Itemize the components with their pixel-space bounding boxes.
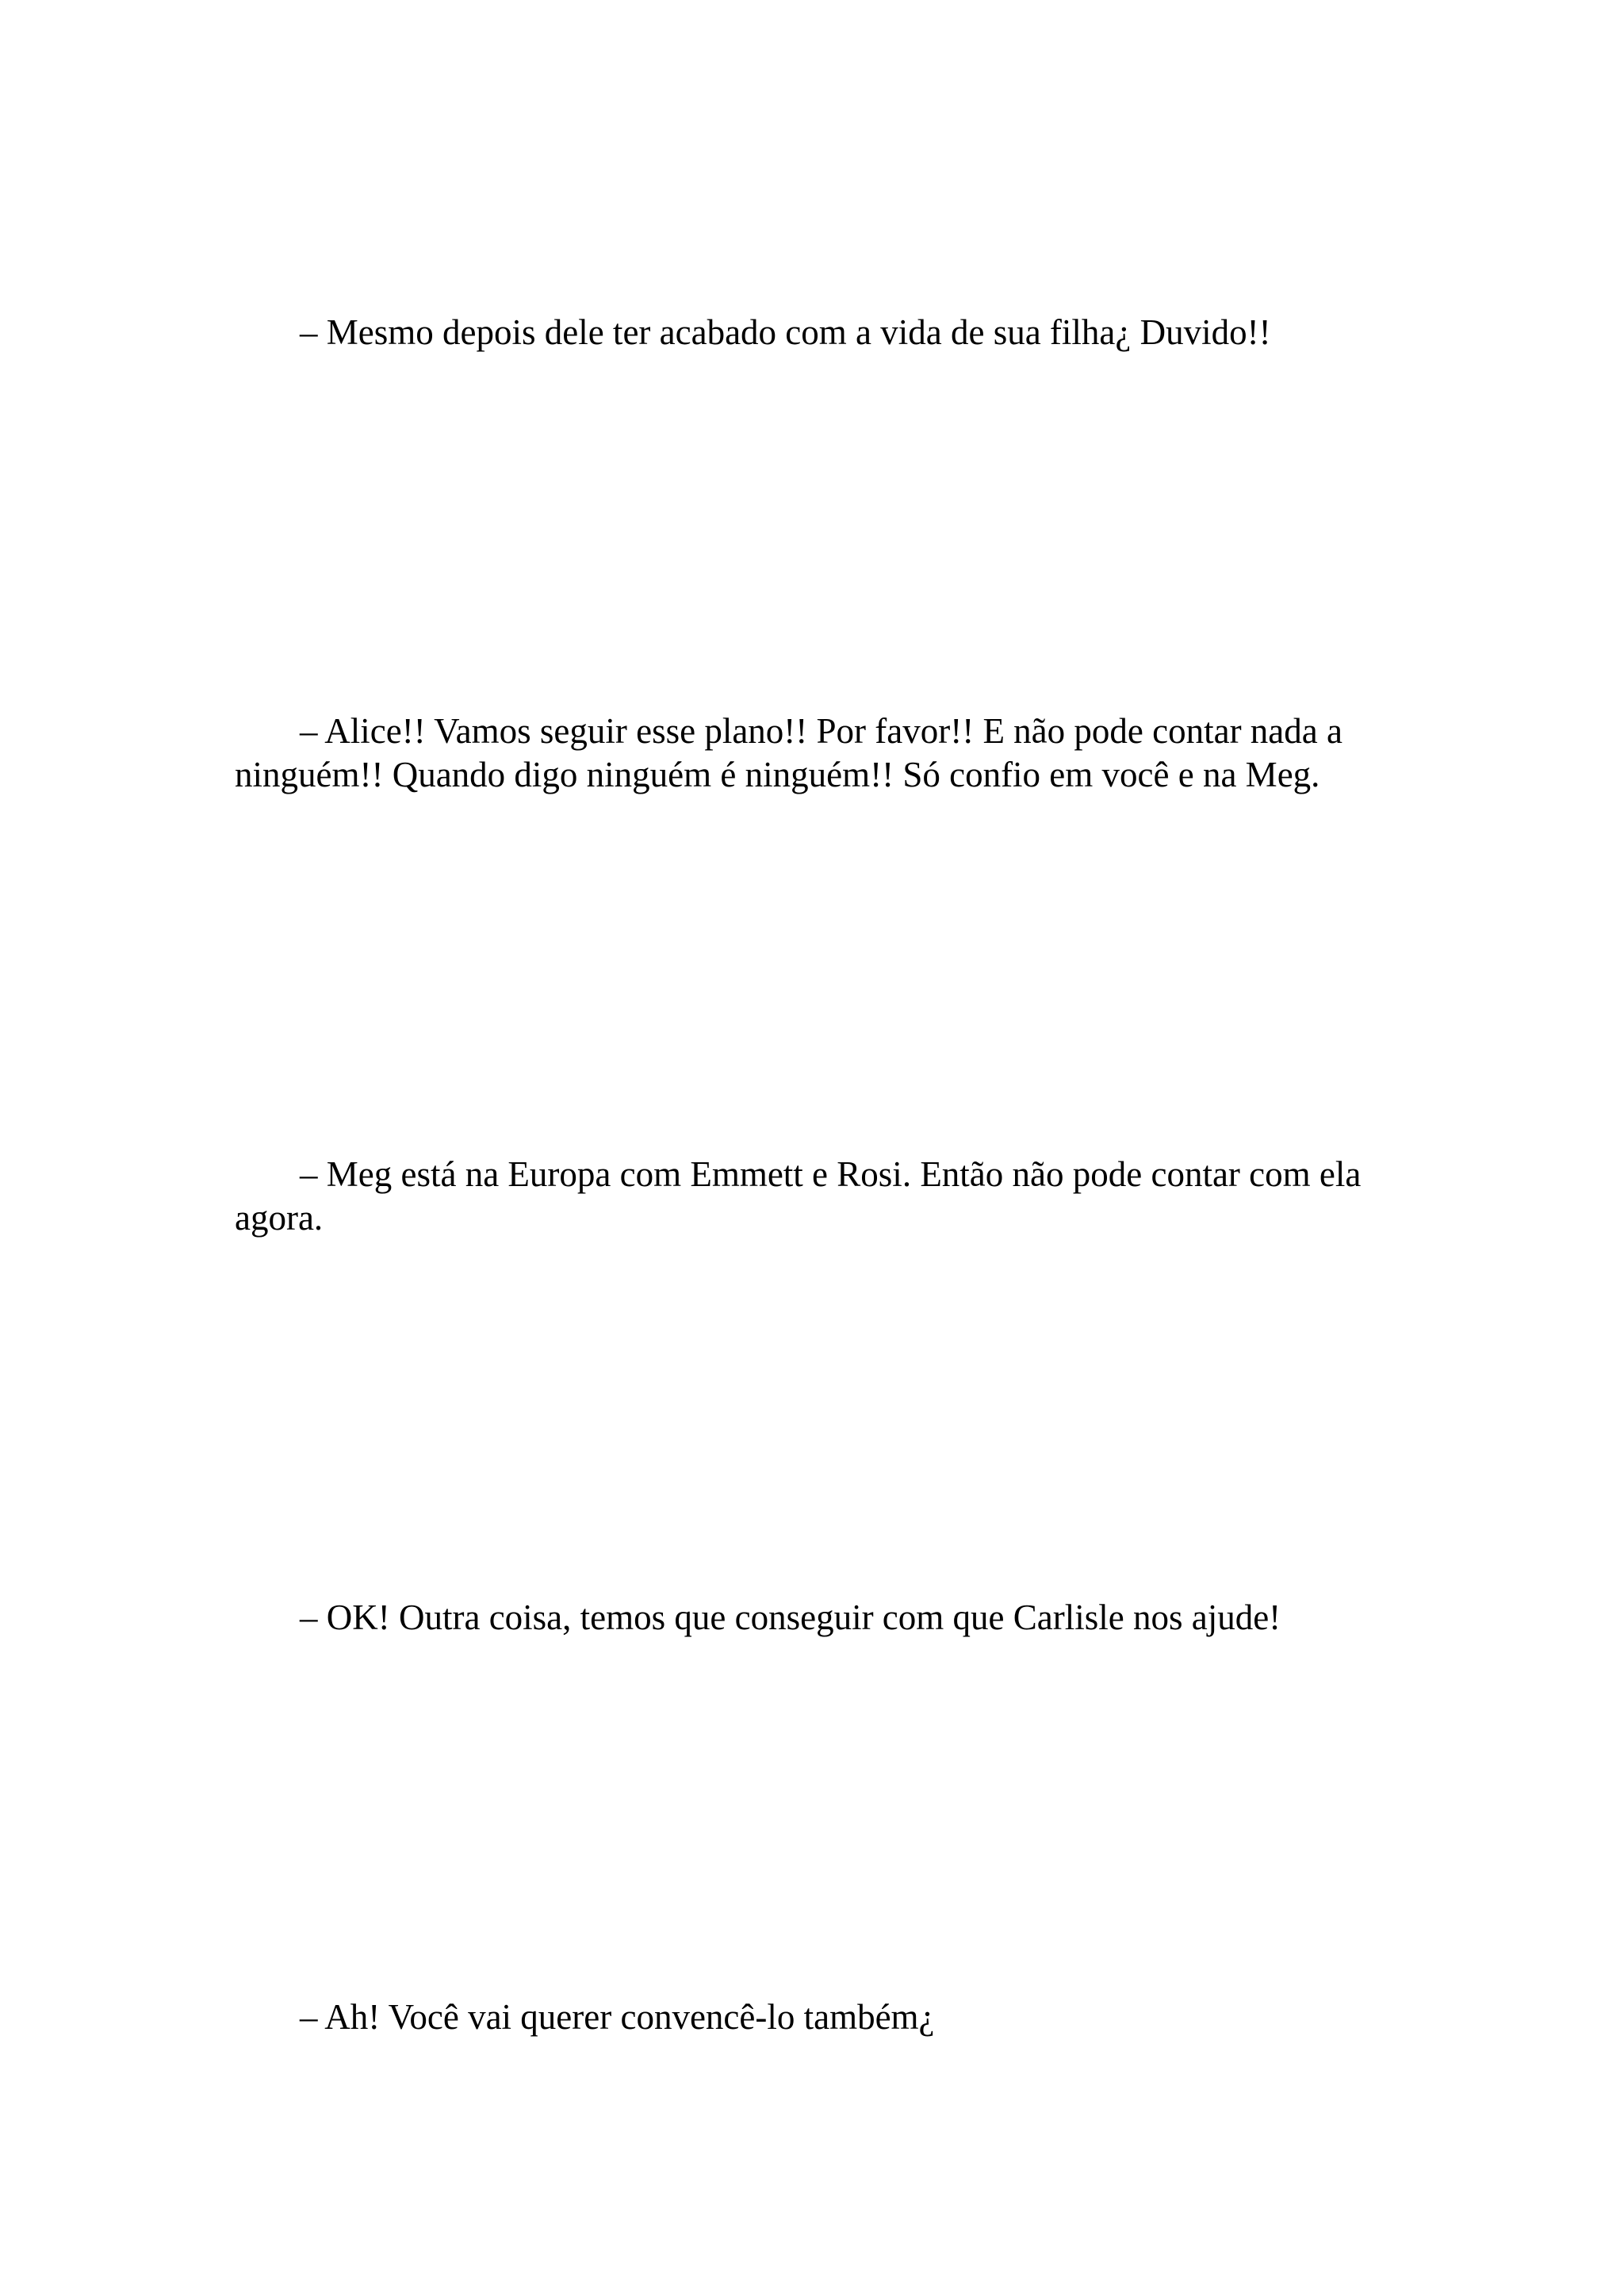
dialogue-paragraph: – Meg está na Europa com Emmett e Rosi. Então não pode contar com ela agora. [235, 1154, 1362, 1238]
dialogue-paragraph: – Ah! Você vai querer convencê-lo também¿ [300, 1997, 935, 2037]
dialogue-paragraph: – Mesmo depois dele ter acabado com a vida de sua filha¿ Duvido!! [300, 312, 1271, 352]
dialogue-paragraph: – Alice!! Vamos seguir esse plano!! Por favor!! E não pode contar nada a ninguém!! Quando digo ninguém é ninguém!! Só confio em você e na Meg. [235, 711, 1342, 794]
dialogue-paragraph: – OK! Outra coisa, temos que conseguir com que Carlisle nos ajude! [300, 1598, 1281, 1637]
